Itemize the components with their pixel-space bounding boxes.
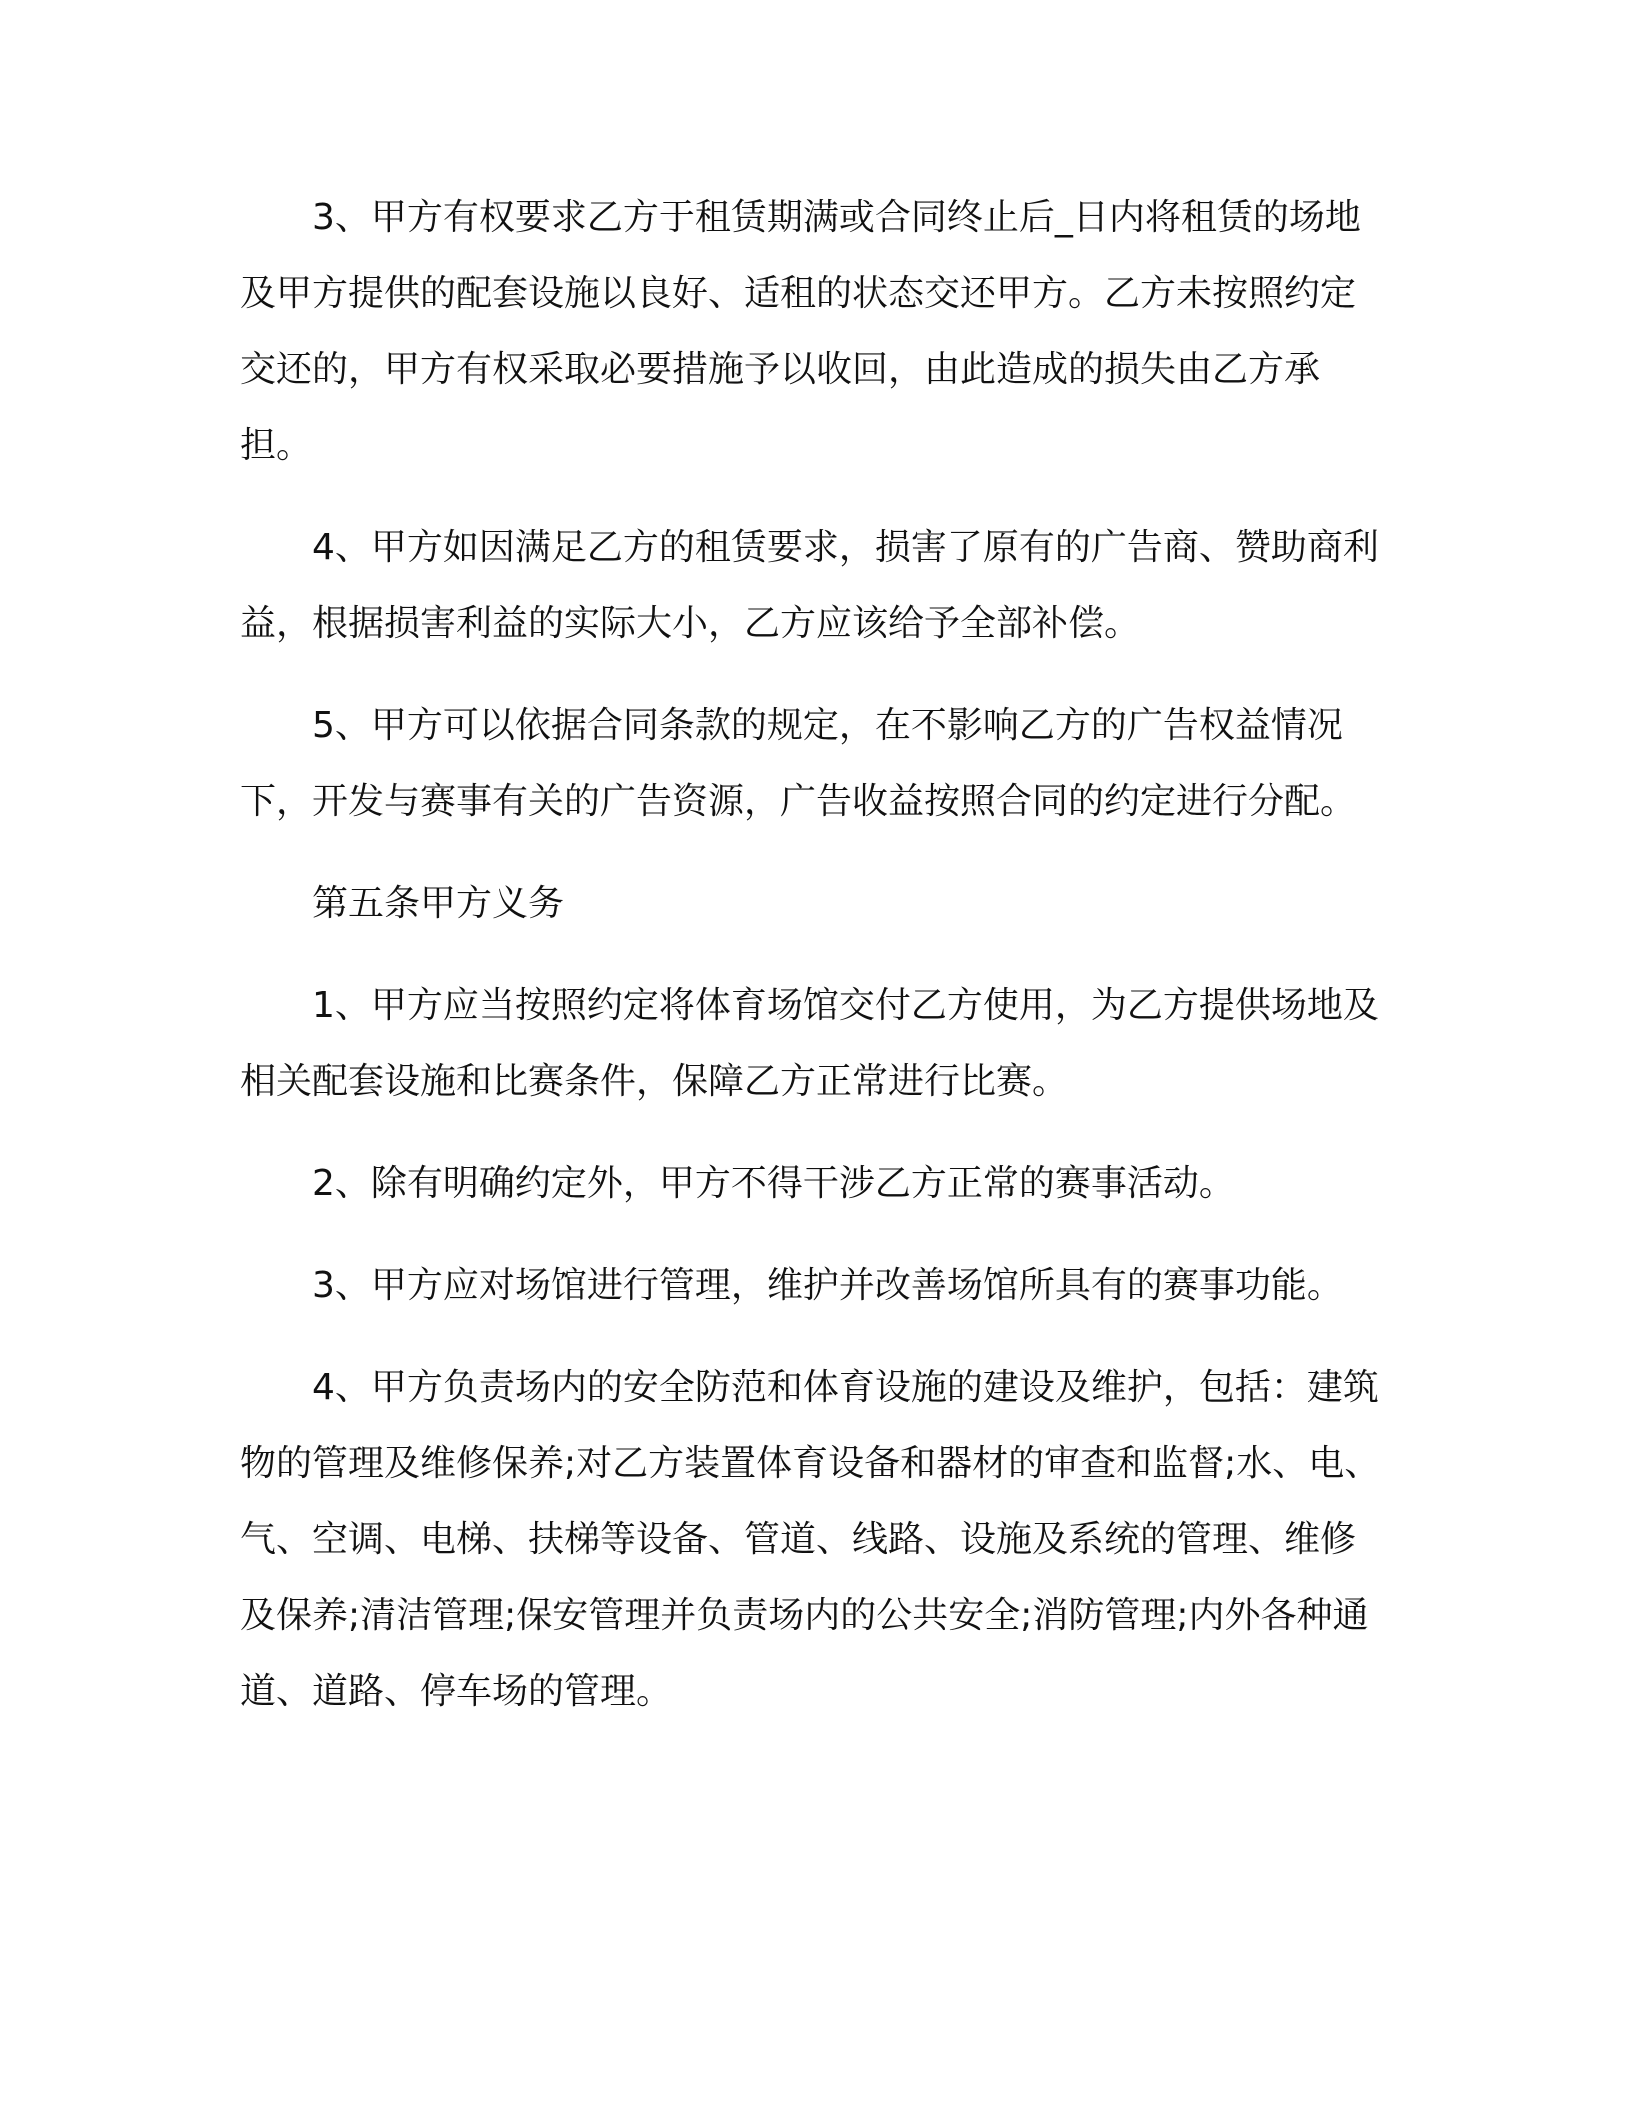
- obligation-2-paragraph: 2、除有明确约定外，甲方不得干涉乙方正常的赛事活动。: [312, 1163, 1235, 1204]
- obligation-3-paragraph: 3、甲方应对场馆进行管理，维护并改善场馆所具有的赛事功能。: [312, 1265, 1343, 1306]
- clause-4-paragraph: 4、甲方如因满足乙方的租赁要求，损害了原有的广告商、赞助商利益，根据损害利益的实际大小，乙方应该给予全部补偿。: [240, 527, 1379, 644]
- clause-3-paragraph: 3、甲方有权要求乙方于租赁期满或合同终止后_日内将租赁的场地及甲方提供的配套设施以良好、适租的状态交还甲方。乙方未按照约定交还的，甲方有权采取必要措施予以收回，由此造成的损失由乙方承担。: [240, 197, 1361, 466]
- clause-5-paragraph: 5、甲方可以依据合同条款的规定，在不影响乙方的广告权益情况下，开发与赛事有关的广告资源，广告收益按照合同的约定进行分配。: [240, 705, 1357, 822]
- document-body: [240, 180, 1390, 1730]
- section-heading: 第五条甲方义务: [312, 883, 565, 924]
- obligation-1-paragraph: 1、甲方应当按照约定将体育场馆交付乙方使用，为乙方提供场地及相关配套设施和比赛条件，保障乙方正常进行比赛。: [240, 985, 1379, 1102]
- obligation-4-paragraph: 4、甲方负责场内的安全防范和体育设施的建设及维护，包括：建筑物的管理及维修保养;对乙方装置体育设备和器材的审查和监督;水、电、气、空调、电梯、扶梯等设备、管道、线路、设施及系统的管理、维修及保养;清洁管理;保安管理并负责场内的公共安全;消防管理;内外各种通道、道路、停车场的管理。: [240, 1367, 1381, 1712]
